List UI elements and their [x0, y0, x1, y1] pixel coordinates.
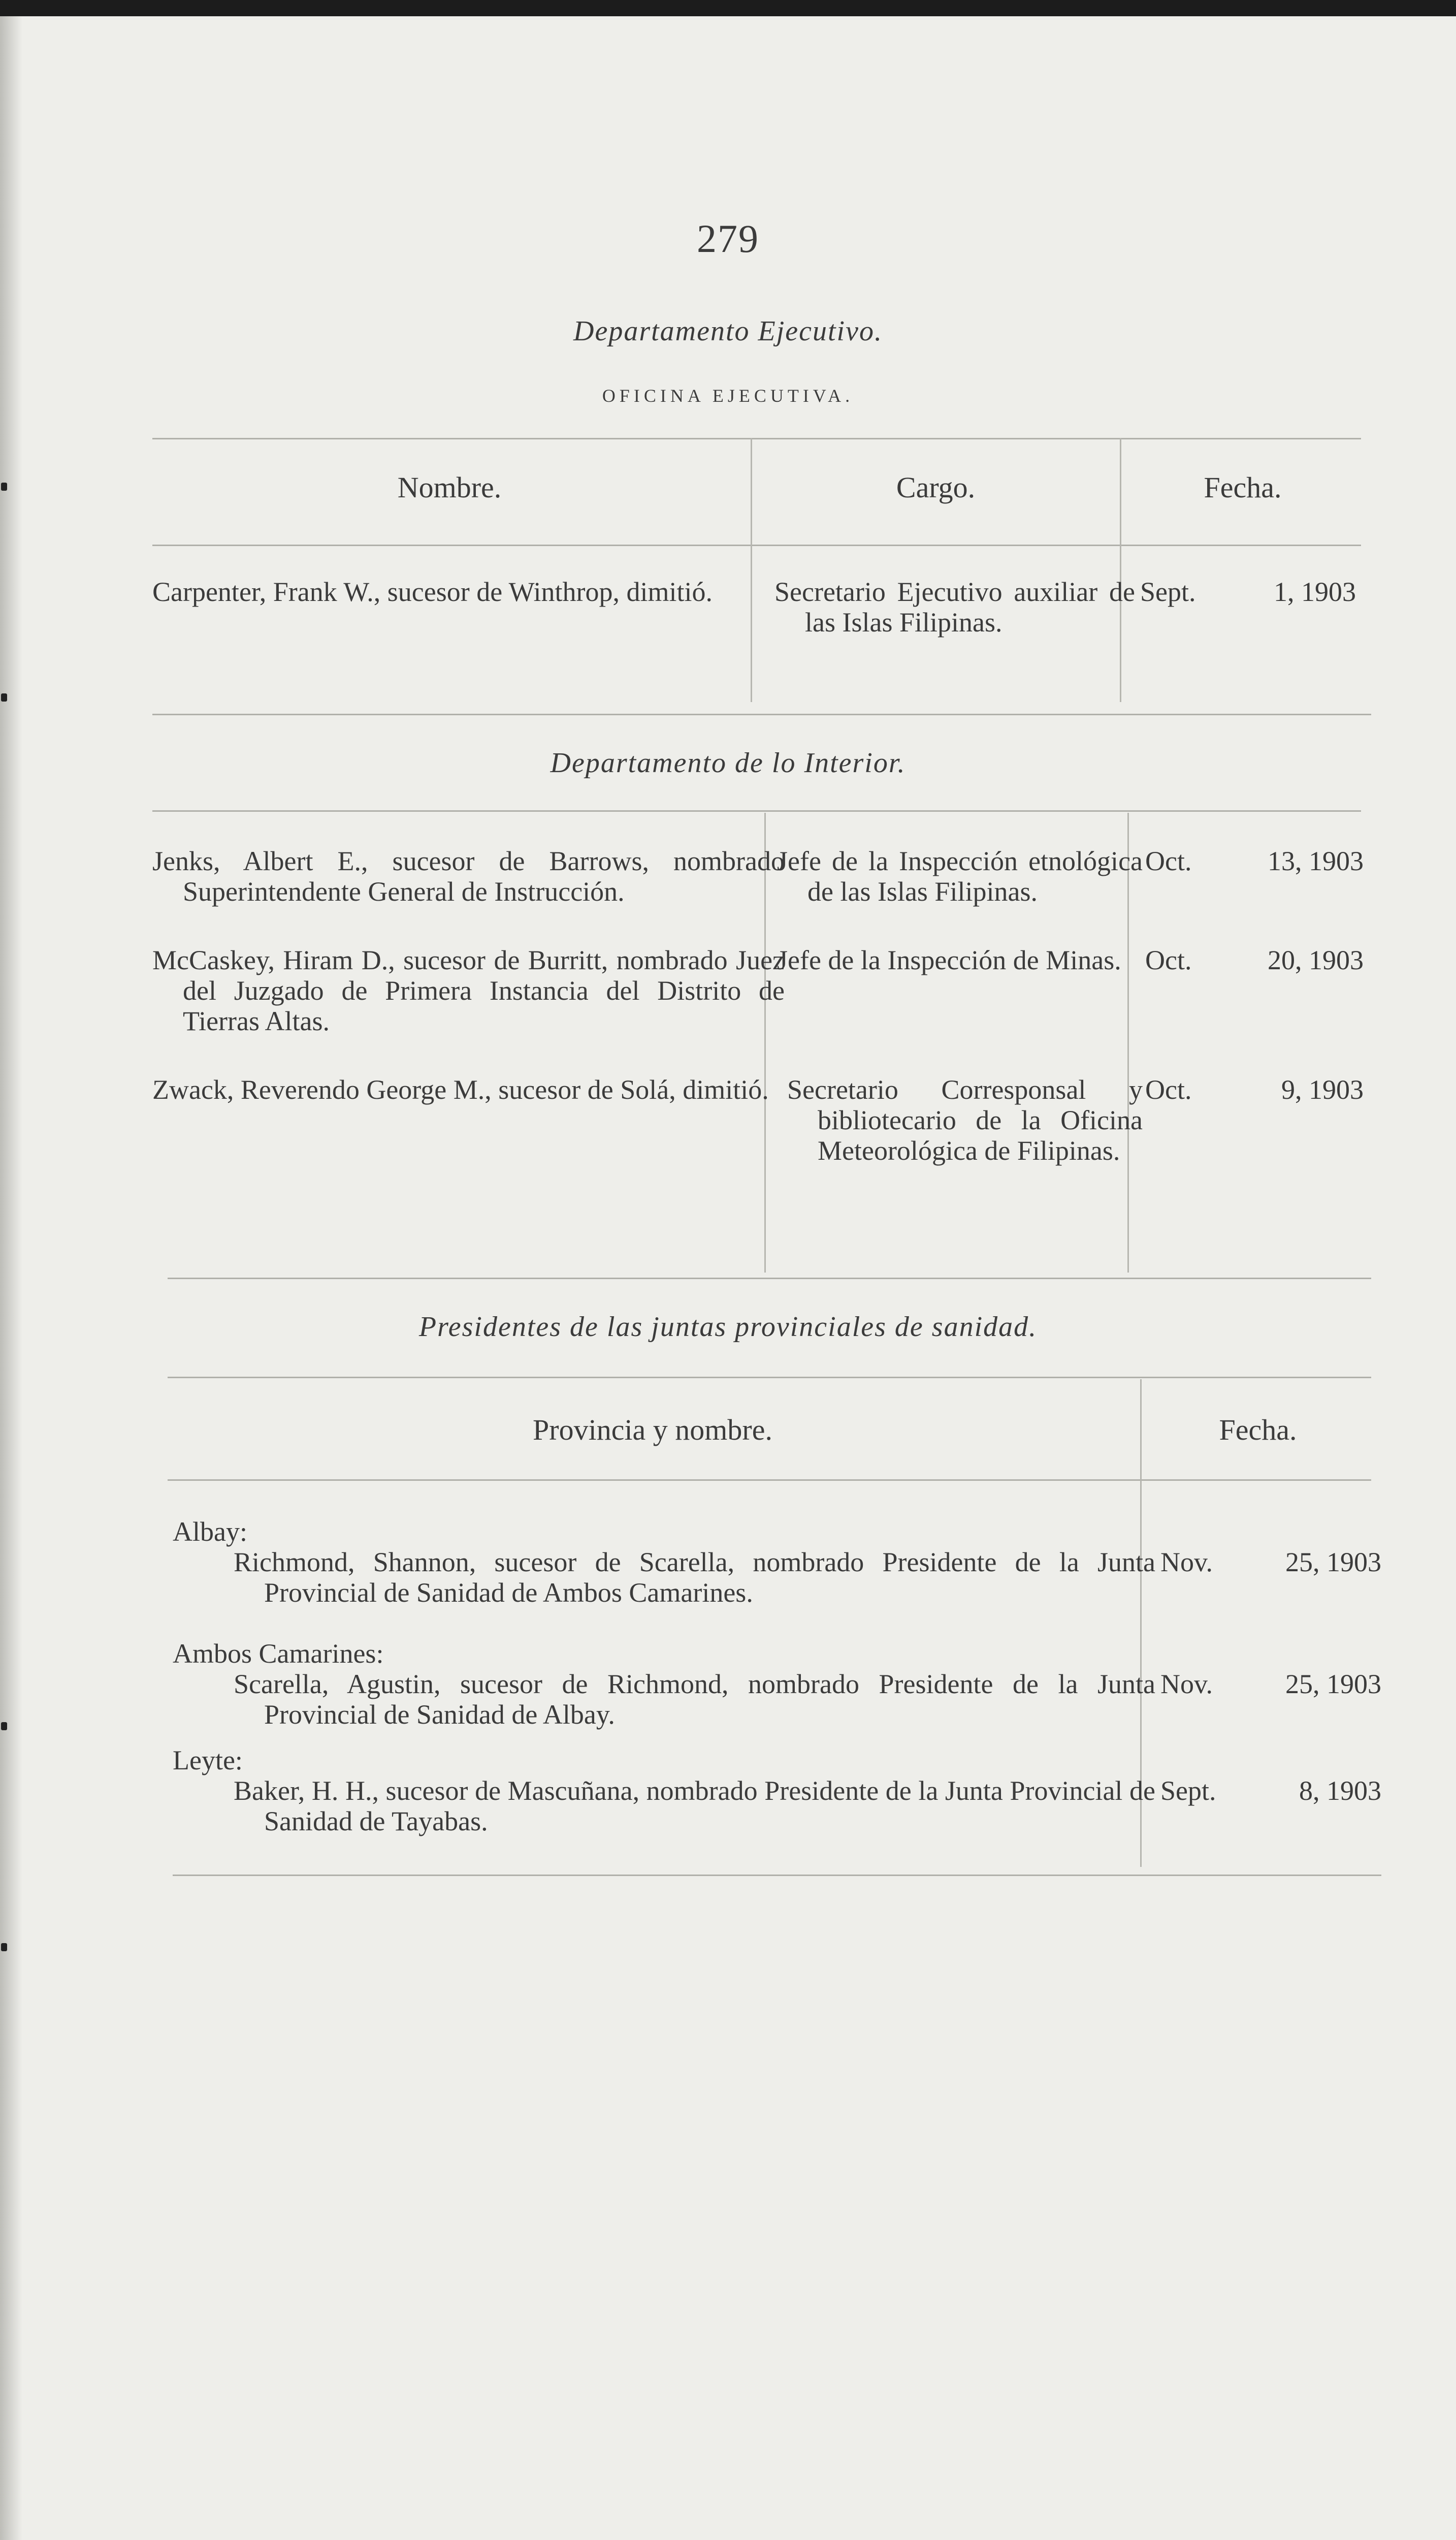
table-cell-nombre: Jenks, Albert E., sucesor de Barrows, nombrado Superintendente General de Instrucción. — [152, 846, 785, 907]
table-rule — [168, 1479, 1371, 1481]
section-subtitle-oficina: OFICINA EJECUTIVA. — [602, 386, 854, 406]
page-number: 279 — [697, 216, 759, 261]
table-cell-fecha — [1160, 1775, 1381, 1806]
fecha-day: 1, 1903 — [1274, 577, 1356, 607]
table-cell-nombre: Richmond, Shannon, sucesor de Scarella, nombrado Presidente de la Junta Provincial de Sanidad de Ambos Camarines. — [234, 1547, 1155, 1608]
scan-mark — [1, 483, 7, 491]
section-title-interior: Departamento de lo Interior. — [550, 747, 906, 779]
table-cell-fecha — [1160, 1669, 1381, 1699]
table-cell-fecha — [1160, 1547, 1381, 1577]
column-divider — [1120, 438, 1121, 702]
fecha-month: Sept. — [1140, 577, 1196, 607]
fecha-month: Oct. — [1145, 1074, 1192, 1105]
table-rule — [152, 545, 1361, 546]
table-rule — [173, 1875, 1381, 1876]
section-title-sanidad: Presidentes de las juntas provinciales de sanidad. — [418, 1311, 1038, 1343]
scan-top-edge — [0, 0, 1456, 16]
table-cell-fecha — [1145, 1074, 1364, 1105]
table-rule — [168, 1377, 1371, 1378]
table-rule — [168, 1278, 1371, 1279]
fecha-month: Nov. — [1160, 1669, 1213, 1699]
fecha-day: 25, 1903 — [1285, 1547, 1381, 1577]
table-cell-fecha — [1145, 945, 1364, 975]
fecha-day: 13, 1903 — [1268, 846, 1364, 876]
table-cell-nombre: Baker, H. H., sucesor de Mascuñana, nombrado Presidente de la Junta Provincial de Sanidad de Tayabas. — [234, 1775, 1155, 1836]
provincia-label: Albay: — [173, 1516, 247, 1547]
table-cell-fecha — [1145, 846, 1364, 876]
column-header-nombre: Nombre. — [397, 471, 502, 504]
table-cell-fecha — [1140, 577, 1356, 607]
fecha-day: 9, 1903 — [1281, 1074, 1364, 1105]
table-cell-nombre: McCaskey, Hiram D., sucesor de Burritt, nombrado Juez del Juzgado de Primera Instancia del Distrito de Tierras Altas. — [152, 945, 785, 1036]
table-cell-nombre: Zwack, Reverendo George M., sucesor de Solá, dimitió. — [152, 1074, 769, 1105]
table-cell-nombre: Scarella, Agustin, sucesor de Richmond, nombrado Presidente de la Junta Provincial de Sanidad de Albay. — [234, 1669, 1155, 1730]
table-rule — [152, 714, 1371, 715]
column-header-provincia: Provincia y nombre. — [533, 1413, 772, 1446]
column-header-fecha: Fecha. — [1219, 1413, 1297, 1446]
table-cell-cargo: Secretario Ejecutivo auxiliar de las Islas Filipinas. — [774, 577, 1135, 638]
fecha-month: Oct. — [1145, 846, 1192, 876]
fecha-day: 8, 1903 — [1299, 1775, 1381, 1806]
table-cell-nombre: Carpenter, Frank W., sucesor de Winthrop, dimitió. — [152, 577, 713, 607]
provincia-label: Leyte: — [173, 1745, 243, 1775]
table-cell-cargo: Jefe de la Inspección etnológica de las Islas Filipinas. — [777, 846, 1143, 907]
fecha-month: Oct. — [1145, 945, 1192, 975]
fecha-month: Nov. — [1160, 1547, 1213, 1577]
scan-mark — [1, 693, 7, 702]
provincia-label: Ambos Camarines: — [173, 1638, 384, 1669]
table-cell-cargo: Secretario Corresponsal y bibliotecario de la Oficina Meteorológica de Filipinas. — [787, 1074, 1143, 1166]
fecha-day: 20, 1903 — [1268, 945, 1364, 975]
column-header-fecha: Fecha. — [1204, 471, 1282, 504]
column-divider — [751, 438, 752, 702]
fecha-month: Sept. — [1160, 1775, 1216, 1806]
table-rule — [152, 810, 1361, 812]
column-header-cargo: Cargo. — [896, 471, 976, 504]
scan-mark — [1, 1722, 7, 1730]
scan-mark — [1, 1943, 7, 1951]
section-title-ejecutivo: Departamento Ejecutivo. — [573, 315, 883, 347]
table-cell-cargo: Jefe de la Inspección de Minas. — [777, 945, 1121, 975]
table-rule — [152, 438, 1361, 439]
fecha-day: 25, 1903 — [1285, 1669, 1381, 1699]
